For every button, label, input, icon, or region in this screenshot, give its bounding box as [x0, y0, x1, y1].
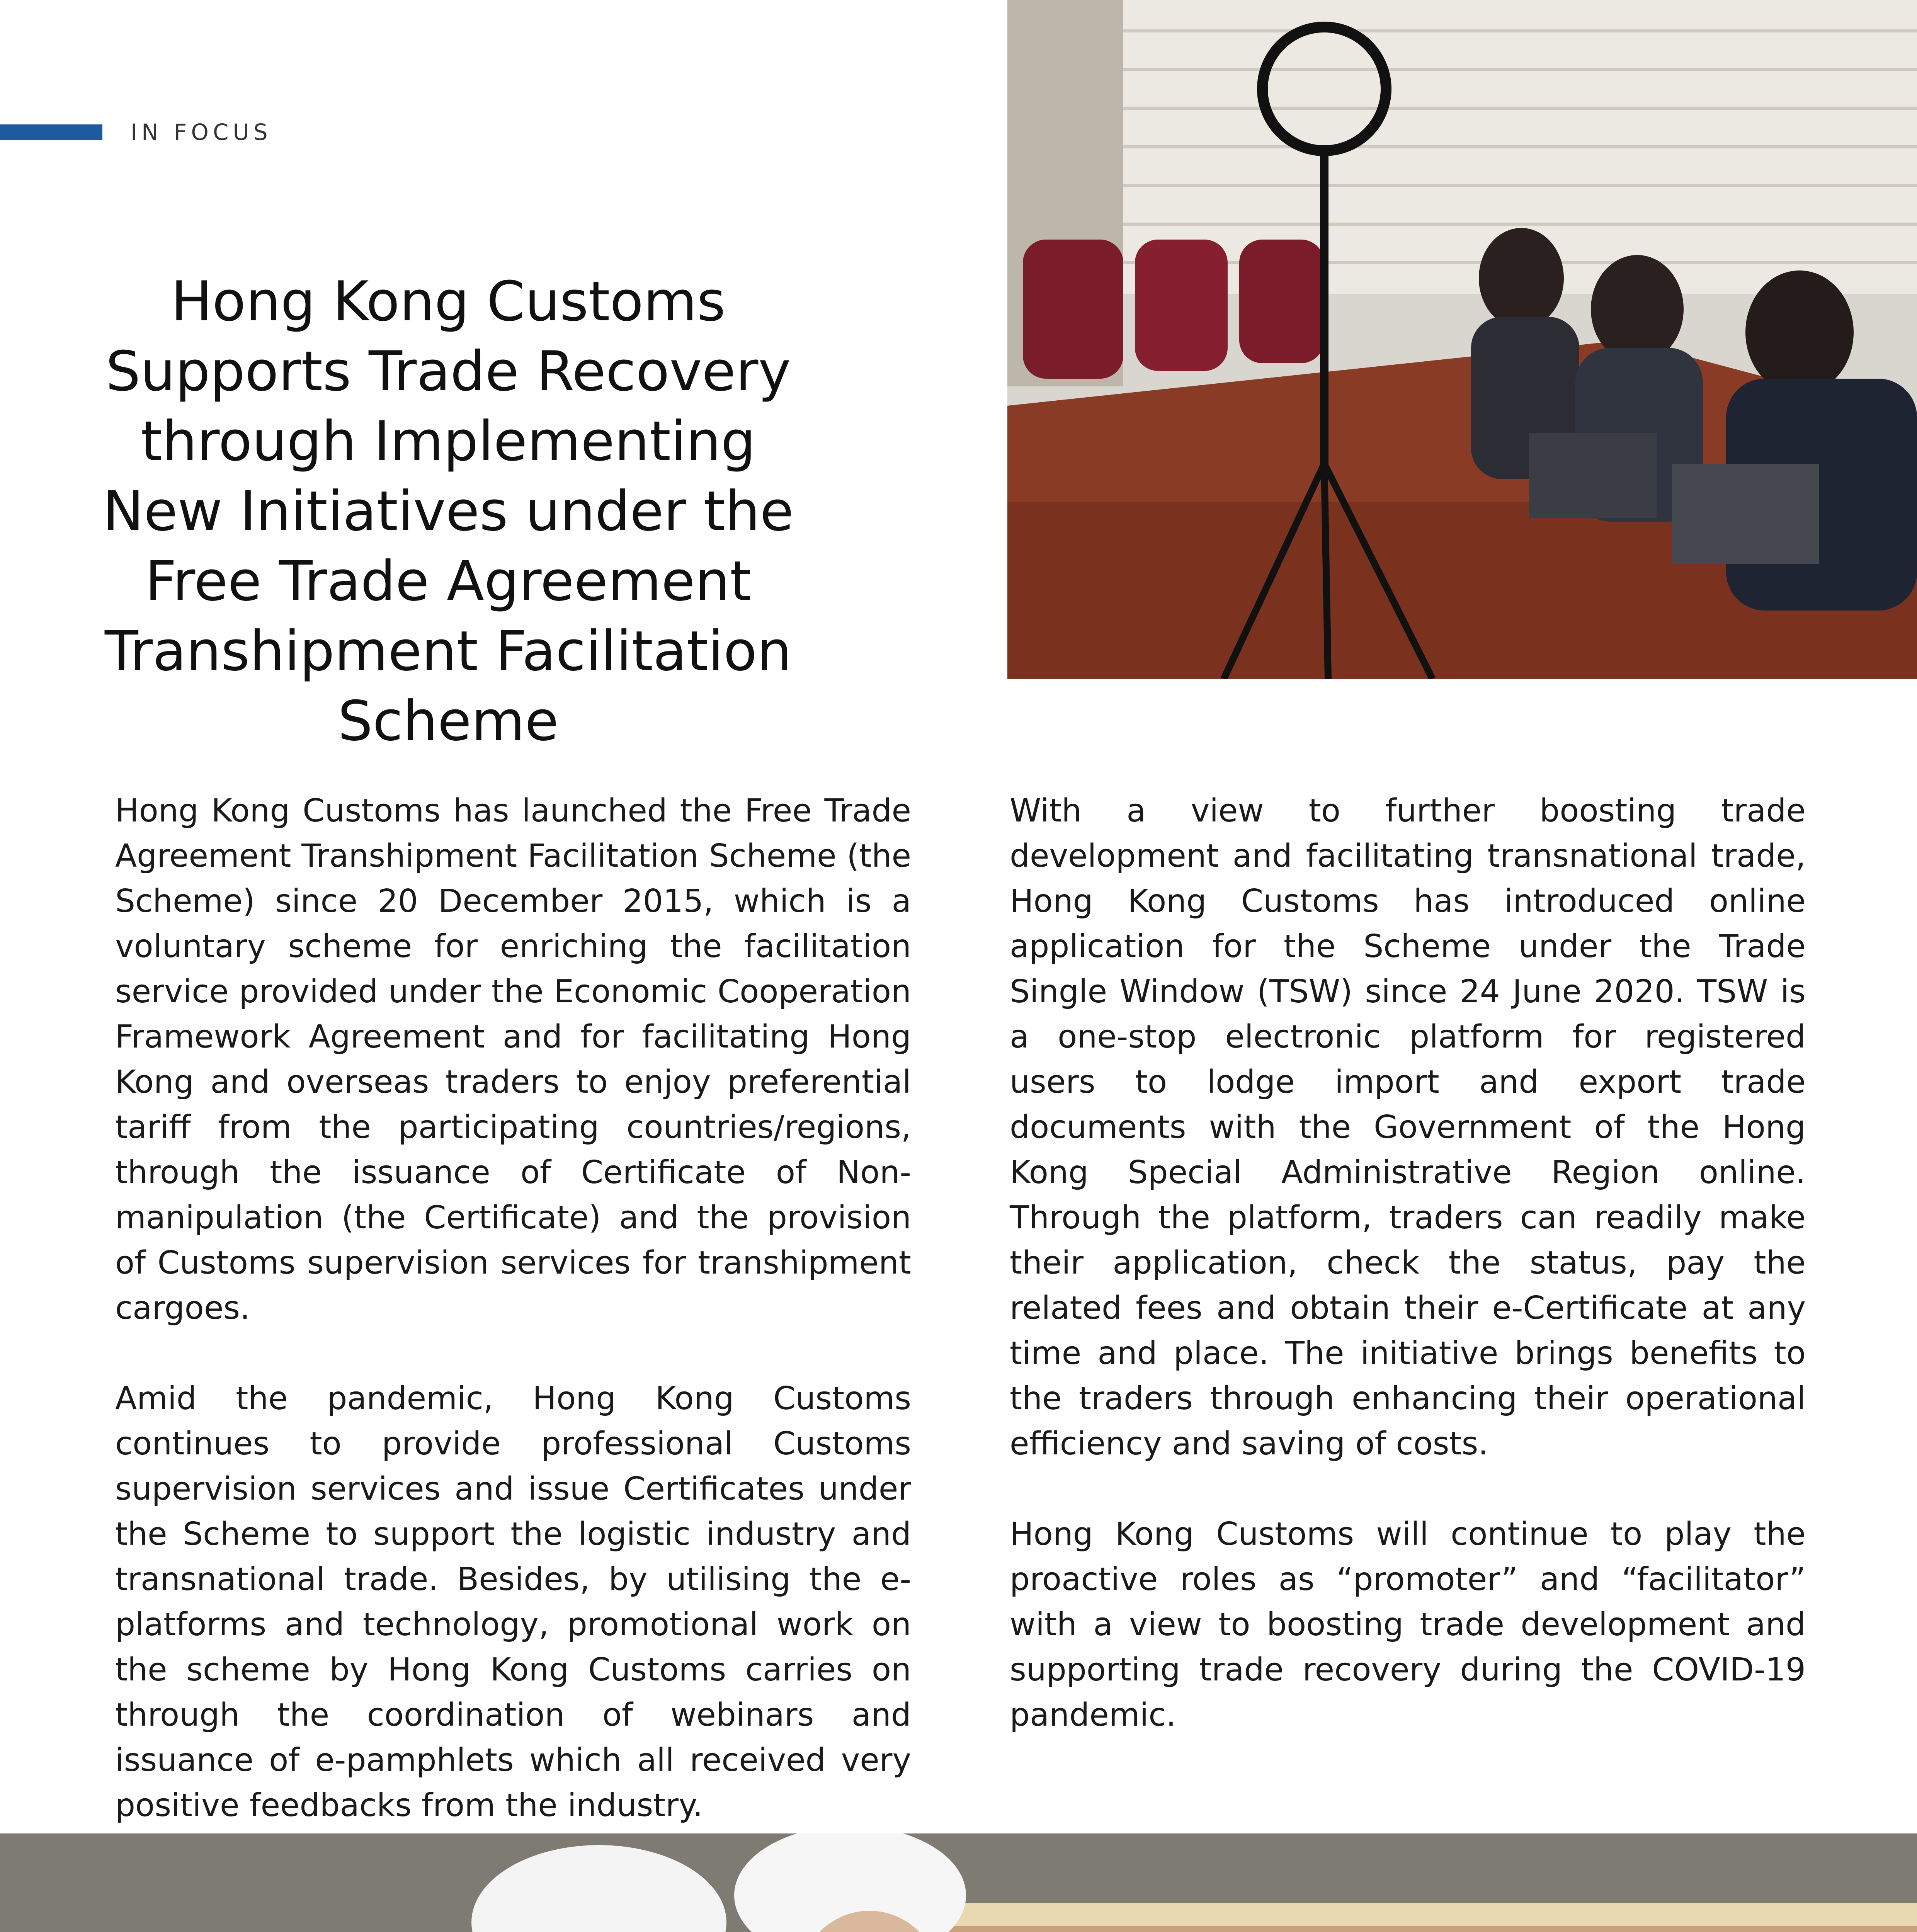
paragraph-4: Hong Kong Customs will continue to play the proactive roles as “promoter” and “facilitator” with a view to boosting trade development and supporting trade recovery during the COVID-19 pandemic.	[1010, 1516, 1806, 1733]
article-title: Hong Kong Customs Supports Trade Recovery through Implementing New Initiatives under the Free Trade Agreement Transhipment Facilitation Scheme	[102, 270, 794, 753]
paragraph-1: Hong Kong Customs has launched the Free Trade Agreement Transhipment Facilitation Scheme (the Scheme) since 20 December 2015, which is a voluntary scheme for enriching the facilitation service provided under the Economic Cooperation Framework Agreement and for facilitating Hong Kong and overseas traders to enjoy preferential tariff from the participating countries/regions, through the issuance of Certificate of Non-manipulation (the Certificate) and the provision of Customs supervision services for transhipment cargoes.	[115, 793, 911, 1327]
paragraph-2: Amid the pandemic, Hong Kong Customs continues to provide professional Customs supervision services and issue Certificates under the Scheme to support the logistic industry and transnational trade. Besides, by utilising the e-platforms and technology, promotional work on the scheme by Hong Kong Customs carries on through the coordination of webinars and issuance of e-pamphlets which all received very positive feedbacks from the industry.	[115, 1380, 911, 1824]
section-accent-bar	[0, 124, 102, 140]
article-column-left	[115, 788, 911, 1873]
photo-online-meeting	[1007, 0, 1917, 679]
photo-cargo-inspection	[0, 1833, 1917, 1932]
article-column-right	[1010, 788, 1806, 1783]
section-label: IN FOCUS	[131, 119, 272, 145]
paragraph-3: With a view to further boosting trade development and facilitating transnational trade, Hong Kong Customs has introduced online application for the Scheme under the Trade Single Window (TSW) since 24 June 2020. TSW is a one-stop electronic platform for registered users to lodge import and export trade documents with the Government of the Hong Kong Special Administrative Region online. Through the platform, traders can readily make their application, check the status, pay the related fees and obtain their e-Certificate at any time and place. The initiative brings benefits to the traders through enhancing their operational efficiency and saving of costs.	[1010, 793, 1806, 1462]
